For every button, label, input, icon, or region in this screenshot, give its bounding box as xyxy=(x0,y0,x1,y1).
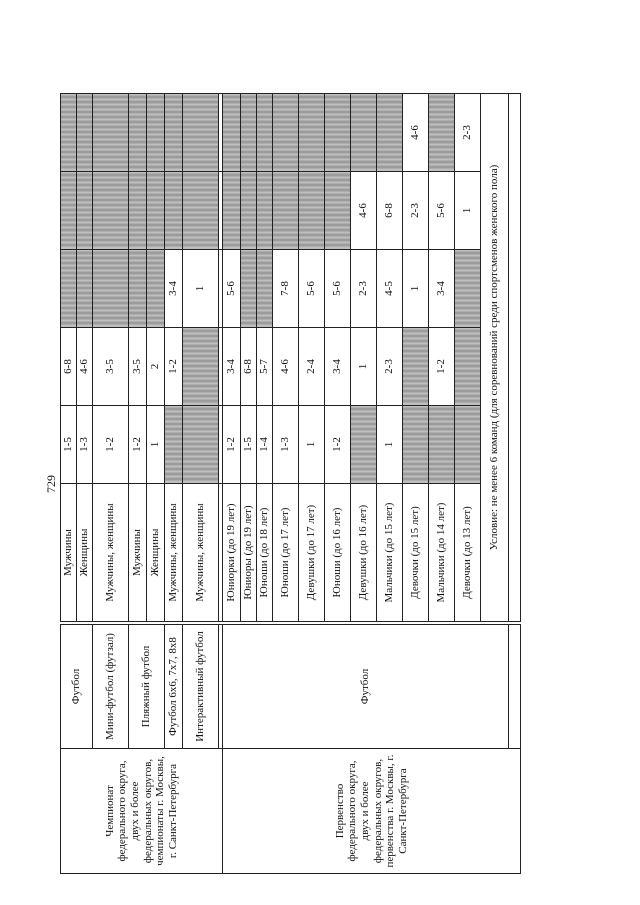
shaded-cell xyxy=(183,94,219,172)
group-cell: Мужчины xyxy=(61,484,77,622)
rank-cell: 3-4 xyxy=(429,250,455,328)
condition-note: Условие: не менее 6 команд (для соревнований среди спортсменов женского пола) xyxy=(481,94,509,622)
rank-cell: 4-5 xyxy=(377,250,403,328)
rank-cell: 5-6 xyxy=(325,250,351,328)
shaded-cell xyxy=(455,328,481,406)
shaded-cell xyxy=(183,406,219,484)
group-cell: Девочки (до 13 лет) xyxy=(455,484,481,622)
shaded-cell xyxy=(241,250,257,328)
shaded-cell xyxy=(223,172,241,250)
rank-cell: 2-3 xyxy=(403,172,429,250)
rank-cell: 1 xyxy=(351,328,377,406)
shaded-cell xyxy=(77,172,93,250)
shaded-cell xyxy=(257,172,273,250)
spacer-cell xyxy=(509,94,521,622)
shaded-cell xyxy=(257,250,273,328)
rank-cell: 2-4 xyxy=(299,328,325,406)
rank-cell: 1 xyxy=(455,172,481,250)
rank-cell: 5-6 xyxy=(223,250,241,328)
shaded-cell xyxy=(351,94,377,172)
spacer-cell xyxy=(509,625,521,749)
shaded-cell xyxy=(129,250,147,328)
rank-cell: 3-4 xyxy=(325,328,351,406)
shaded-cell xyxy=(93,94,129,172)
group-cell: Мальчики (до 15 лет) xyxy=(377,484,403,622)
rank-cell: 1 xyxy=(403,250,429,328)
group-cell: Мальчики (до 14 лет) xyxy=(429,484,455,622)
rank-cell: 1 xyxy=(299,406,325,484)
shaded-cell xyxy=(299,172,325,250)
shaded-cell xyxy=(147,250,165,328)
page-number: 729 xyxy=(44,475,58,493)
rank-cell: 2-3 xyxy=(351,250,377,328)
rank-cell: 1-5 xyxy=(241,406,257,484)
shaded-cell xyxy=(61,172,77,250)
discipline-cell: Пляжный футбол xyxy=(129,625,165,749)
rank-cell: 5-6 xyxy=(299,250,325,328)
group-cell: Юноши (до 16 лет) xyxy=(325,484,351,622)
rank-cell: 1-2 xyxy=(325,406,351,484)
rank-cell: 1-2 xyxy=(93,406,129,484)
rank-cell: 7-8 xyxy=(273,250,299,328)
rank-cell: 3-4 xyxy=(223,328,241,406)
group-cell: Девушки (до 16 лет) xyxy=(351,484,377,622)
discipline-cell: Футбол xyxy=(61,625,93,749)
rank-cell: 6-8 xyxy=(61,328,77,406)
rank-cell: 4-6 xyxy=(273,328,299,406)
shaded-cell xyxy=(257,94,273,172)
rank-cell: 4-6 xyxy=(403,94,429,172)
rank-cell: 2-3 xyxy=(377,328,403,406)
discipline-cell: Мини-футбол (футзал) xyxy=(93,625,129,749)
shaded-cell xyxy=(429,94,455,172)
shaded-cell xyxy=(429,406,455,484)
rank-cell: 4-6 xyxy=(351,172,377,250)
group-cell: Юниорки (до 19 лет) xyxy=(223,484,241,622)
rank-cell: 6-8 xyxy=(377,172,403,250)
rotated-table-area xyxy=(44,94,512,874)
rank-cell: 5-6 xyxy=(429,172,455,250)
sport-cell: Футбол xyxy=(223,625,509,749)
shaded-cell xyxy=(403,328,429,406)
shaded-cell xyxy=(61,94,77,172)
rank-cell: 2 xyxy=(147,328,165,406)
ranking-table xyxy=(60,93,521,874)
shaded-cell xyxy=(183,328,219,406)
shaded-cell xyxy=(241,172,257,250)
rank-cell: 1-2 xyxy=(165,328,183,406)
shaded-cell xyxy=(165,172,183,250)
shaded-cell xyxy=(299,94,325,172)
shaded-cell xyxy=(77,94,93,172)
group-cell: Девушки (до 17 лет) xyxy=(299,484,325,622)
rank-cell: 1-2 xyxy=(429,328,455,406)
shaded-cell xyxy=(183,172,219,250)
group-cell: Мужчины, женщины xyxy=(165,484,183,622)
shaded-cell xyxy=(165,94,183,172)
shaded-cell xyxy=(273,172,299,250)
rank-cell: 2-3 xyxy=(455,94,481,172)
shaded-cell xyxy=(351,406,377,484)
shaded-cell xyxy=(403,406,429,484)
shaded-cell xyxy=(273,94,299,172)
shaded-cell xyxy=(455,406,481,484)
rank-cell: 1-2 xyxy=(223,406,241,484)
shaded-cell xyxy=(325,172,351,250)
shaded-cell xyxy=(325,94,351,172)
rank-cell: 1 xyxy=(377,406,403,484)
rank-cell: 1 xyxy=(183,250,219,328)
group-cell: Мужчины xyxy=(129,484,147,622)
shaded-cell xyxy=(93,250,129,328)
rank-cell: 3-4 xyxy=(165,250,183,328)
group-cell: Мужчины, женщины xyxy=(93,484,129,622)
shaded-cell xyxy=(377,94,403,172)
rank-cell: 6-8 xyxy=(241,328,257,406)
shaded-cell xyxy=(77,250,93,328)
shaded-cell xyxy=(93,172,129,250)
group-cell: Юноши (до 17 лет) xyxy=(273,484,299,622)
discipline-cell: Интерактивный футбол xyxy=(183,625,219,749)
shaded-cell xyxy=(223,94,241,172)
shaded-cell xyxy=(147,94,165,172)
rank-cell: 1-3 xyxy=(273,406,299,484)
shaded-cell xyxy=(129,94,147,172)
rank-cell: 3-5 xyxy=(93,328,129,406)
shaded-cell xyxy=(455,250,481,328)
rank-cell: 4-6 xyxy=(77,328,93,406)
rank-cell: 1-3 xyxy=(77,406,93,484)
event-label: Чемпионат федерального округа, двух и более федеральных округов, чемпионаты г. Москвы, г. Санкт-Петербурга xyxy=(61,749,223,874)
table-row xyxy=(61,94,77,874)
group-cell: Женщины xyxy=(77,484,93,622)
shaded-cell xyxy=(61,250,77,328)
table-row xyxy=(223,94,241,874)
shaded-cell xyxy=(147,172,165,250)
rank-cell: 1-2 xyxy=(129,406,147,484)
group-cell: Женщины xyxy=(147,484,165,622)
rank-cell: 1 xyxy=(147,406,165,484)
group-cell: Девочки (до 15 лет) xyxy=(403,484,429,622)
event-label: Первенство федерального округа, двух и более федеральных округов, первенства г. Москвы, г. Санкт-Петербурга xyxy=(223,749,521,874)
rank-cell: 5-7 xyxy=(257,328,273,406)
shaded-cell xyxy=(165,406,183,484)
group-cell: Юноши (до 18 лет) xyxy=(257,484,273,622)
group-cell: Мужчины, женщины xyxy=(183,484,219,622)
shaded-cell xyxy=(241,94,257,172)
shaded-cell xyxy=(129,172,147,250)
discipline-cell: Футбол 6x6, 7x7, 8x8 xyxy=(165,625,183,749)
rank-cell: 3-5 xyxy=(129,328,147,406)
rank-cell: 1-5 xyxy=(61,406,77,484)
group-cell: Юниоры (до 19 лет) xyxy=(241,484,257,622)
rank-cell: 1-4 xyxy=(257,406,273,484)
